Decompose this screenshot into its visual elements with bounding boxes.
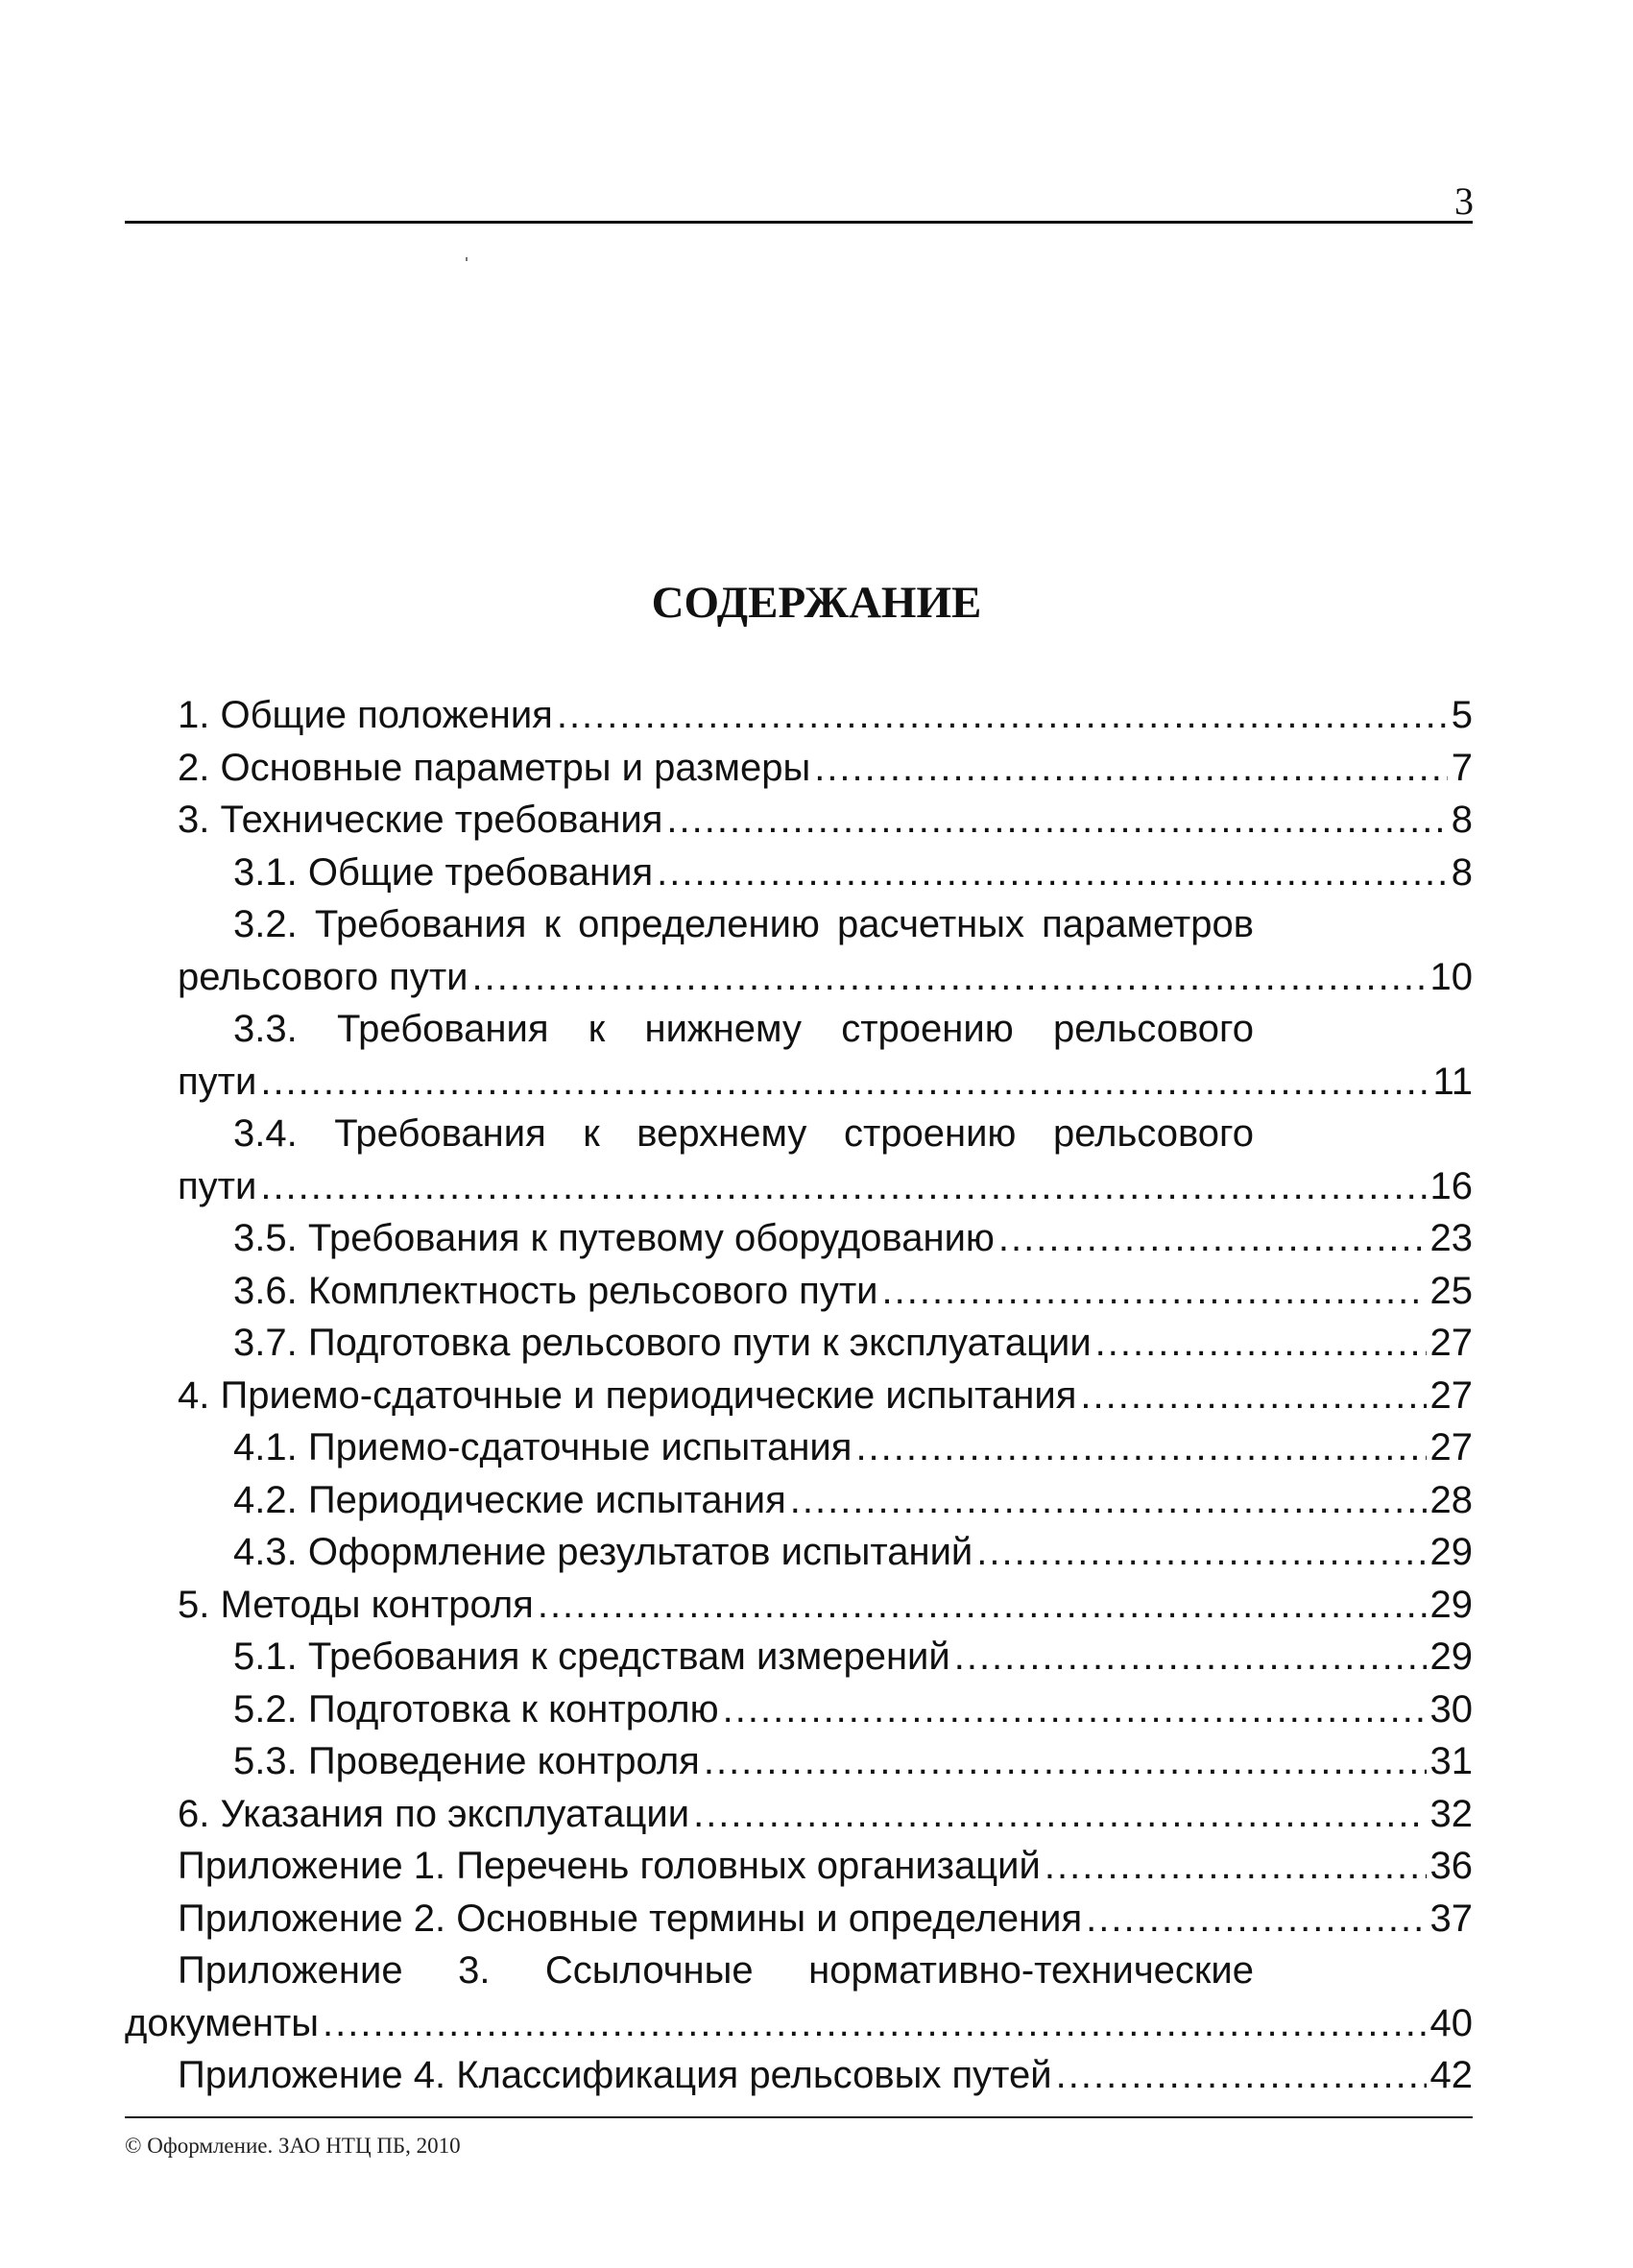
toc-entry-4-1[interactable]: [125, 1421, 1473, 1474]
toc-entry-page: 32: [1429, 1792, 1473, 1835]
dot-leader: [881, 1265, 1426, 1318]
dot-leader: [538, 1579, 1427, 1632]
toc-entry-page: 29: [1429, 1583, 1473, 1626]
toc-entry-3-2[interactable]: [125, 951, 1473, 1004]
toc-entry-continuation: пути: [178, 1164, 257, 1207]
toc-entry-4-2[interactable]: [125, 1474, 1473, 1527]
footer-rule: [125, 2116, 1473, 2118]
table-of-contents: [125, 689, 1473, 2102]
toc-entry-page: 36: [1429, 1845, 1473, 1887]
toc-entry-page: 8: [1451, 850, 1473, 894]
toc-entry-5-2[interactable]: [125, 1683, 1473, 1736]
toc-entry-text: 4.2. Периодические испытания: [233, 1478, 786, 1521]
toc-entry-page: 28: [1429, 1478, 1473, 1521]
dot-leader: [1086, 1893, 1426, 1946]
header-rule: [125, 221, 1473, 224]
dot-leader: [666, 794, 1447, 847]
toc-entry-page: 37: [1429, 1897, 1473, 1940]
toc-entry-5-3[interactable]: [125, 1735, 1473, 1788]
toc-entry-3[interactable]: [125, 794, 1473, 847]
toc-entry-page: 31: [1429, 1740, 1473, 1782]
toc-entry-text: 4. Приемо-сдаточные и периодические испытания: [178, 1373, 1077, 1417]
toc-entry-text: 3. Технические требования: [178, 799, 663, 841]
dot-leader: [998, 1212, 1427, 1265]
toc-entry-4-3[interactable]: [125, 1526, 1473, 1579]
toc-entry-page: 7: [1451, 746, 1473, 789]
dot-leader: [1056, 2049, 1427, 2102]
toc-entry-5[interactable]: [125, 1579, 1473, 1632]
toc-entry-1[interactable]: [125, 689, 1473, 742]
toc-entry-text: 5.1. Требования к средствам измерений: [233, 1635, 950, 1678]
toc-entry-page: 27: [1429, 1426, 1473, 1468]
toc-entry-appendix-2[interactable]: [125, 1893, 1473, 1946]
toc-entry-page: 29: [1429, 1531, 1473, 1573]
toc-entry-continuation: пути: [178, 1060, 257, 1103]
toc-entry-page: 27: [1429, 1322, 1473, 1364]
dot-leader: [1080, 1370, 1426, 1422]
dot-leader: [814, 742, 1448, 795]
dot-leader: [723, 1683, 1427, 1736]
toc-entry-text: Приложение 1. Перечень головных организаций: [178, 1845, 1041, 1887]
dot-leader: [704, 1735, 1427, 1788]
dot-leader: [323, 1997, 1427, 2050]
toc-entry-5-1[interactable]: [125, 1631, 1473, 1683]
toc-entry-text: 2. Основные параметры и размеры: [178, 746, 811, 789]
toc-entry-text: 3.5. Требования к путевому оборудованию: [233, 1217, 995, 1259]
toc-entry-text: 4.3. Оформление результатов испытаний: [233, 1531, 973, 1573]
dot-leader: [557, 689, 1448, 742]
dot-leader: [855, 1421, 1426, 1474]
dot-leader: [260, 1056, 1429, 1109]
scan-speck: [466, 257, 468, 261]
toc-entry-text: Приложение 4. Классификация рельсовых путей: [178, 2054, 1052, 2096]
toc-entry-3-2-heading[interactable]: 3.2. Требования к определению расчетных параметров: [233, 903, 1254, 945]
dot-leader: [657, 847, 1448, 899]
toc-entry-2[interactable]: [125, 742, 1473, 795]
toc-entry-text: 3.7. Подготовка рельсового пути к эксплуатации: [233, 1322, 1092, 1364]
toc-entry-4[interactable]: [125, 1370, 1473, 1422]
toc-entry-3-4-heading[interactable]: 3.4. Требования к верхнему строению рельсового: [233, 1112, 1254, 1155]
toc-entry-page: 27: [1429, 1373, 1473, 1417]
toc-entry-3-7[interactable]: [125, 1317, 1473, 1370]
dot-leader: [471, 951, 1426, 1004]
toc-entry-page: 5: [1451, 694, 1473, 736]
toc-entry-3-3-heading[interactable]: 3.3. Требования к нижнему строению рельсового: [233, 1008, 1254, 1050]
toc-entry-text: 5.2. Подготовка к контролю: [233, 1687, 719, 1731]
toc-entry-text: 4.1. Приемо-сдаточные испытания: [233, 1426, 853, 1468]
toc-entry-text: 6. Указания по эксплуатации: [178, 1792, 690, 1835]
toc-entry-page: 23: [1429, 1217, 1473, 1259]
toc-entry-continuation: рельсового пути: [178, 955, 468, 998]
toc-entry-page: 11: [1432, 1060, 1473, 1103]
toc-entry-appendix-1[interactable]: [125, 1840, 1473, 1893]
dot-leader: [1045, 1840, 1427, 1893]
toc-entry-3-6[interactable]: [125, 1265, 1473, 1318]
toc-entry-text: 3.1. Общие требования: [233, 850, 654, 894]
toc-entry-page: 10: [1429, 955, 1473, 998]
toc-entry-6[interactable]: [125, 1788, 1473, 1841]
dot-leader: [693, 1788, 1426, 1841]
toc-entry-text: 5.3. Проведение контроля: [233, 1740, 700, 1782]
toc-entry-text: 5. Методы контроля: [178, 1583, 534, 1626]
toc-entry-page: 42: [1429, 2054, 1473, 2096]
toc-entry-page: 25: [1429, 1269, 1473, 1312]
page-title: СОДЕРЖАНИЕ: [651, 578, 982, 628]
dot-leader: [260, 1160, 1426, 1213]
toc-entry-page: 30: [1429, 1687, 1473, 1731]
toc-entry-text: 3.6. Комплектность рельсового пути: [233, 1269, 878, 1312]
toc-entry-3-1[interactable]: [125, 847, 1473, 899]
toc-entry-page: 8: [1451, 799, 1473, 841]
toc-entry-text: Приложение 2. Основные термины и определения: [178, 1897, 1083, 1940]
toc-entry-continuation: документы: [125, 2001, 319, 2044]
page-number: 3: [1454, 179, 1474, 223]
dot-leader: [976, 1526, 1426, 1579]
copyright-footer: © Оформление. ЗАО НТЦ ПБ, 2010: [125, 2134, 461, 2158]
dot-leader: [790, 1474, 1427, 1527]
toc-entry-appendix-4[interactable]: [125, 2049, 1473, 2102]
toc-entry-3-3[interactable]: [125, 1056, 1473, 1109]
toc-entry-page: 29: [1429, 1635, 1473, 1678]
dot-leader: [1095, 1317, 1427, 1370]
toc-entry-page: 40: [1429, 2001, 1473, 2044]
toc-entry-appendix-3-heading[interactable]: Приложение 3. Ссылочные нормативно-технические: [178, 1949, 1254, 1992]
toc-entry-text: 1. Общие положения: [178, 694, 553, 736]
toc-entry-3-4[interactable]: [125, 1160, 1473, 1213]
toc-entry-page: 16: [1429, 1164, 1473, 1207]
dot-leader: [954, 1631, 1427, 1683]
toc-entry-3-5[interactable]: [125, 1212, 1473, 1265]
toc-entry-appendix-3[interactable]: [125, 1997, 1473, 2050]
